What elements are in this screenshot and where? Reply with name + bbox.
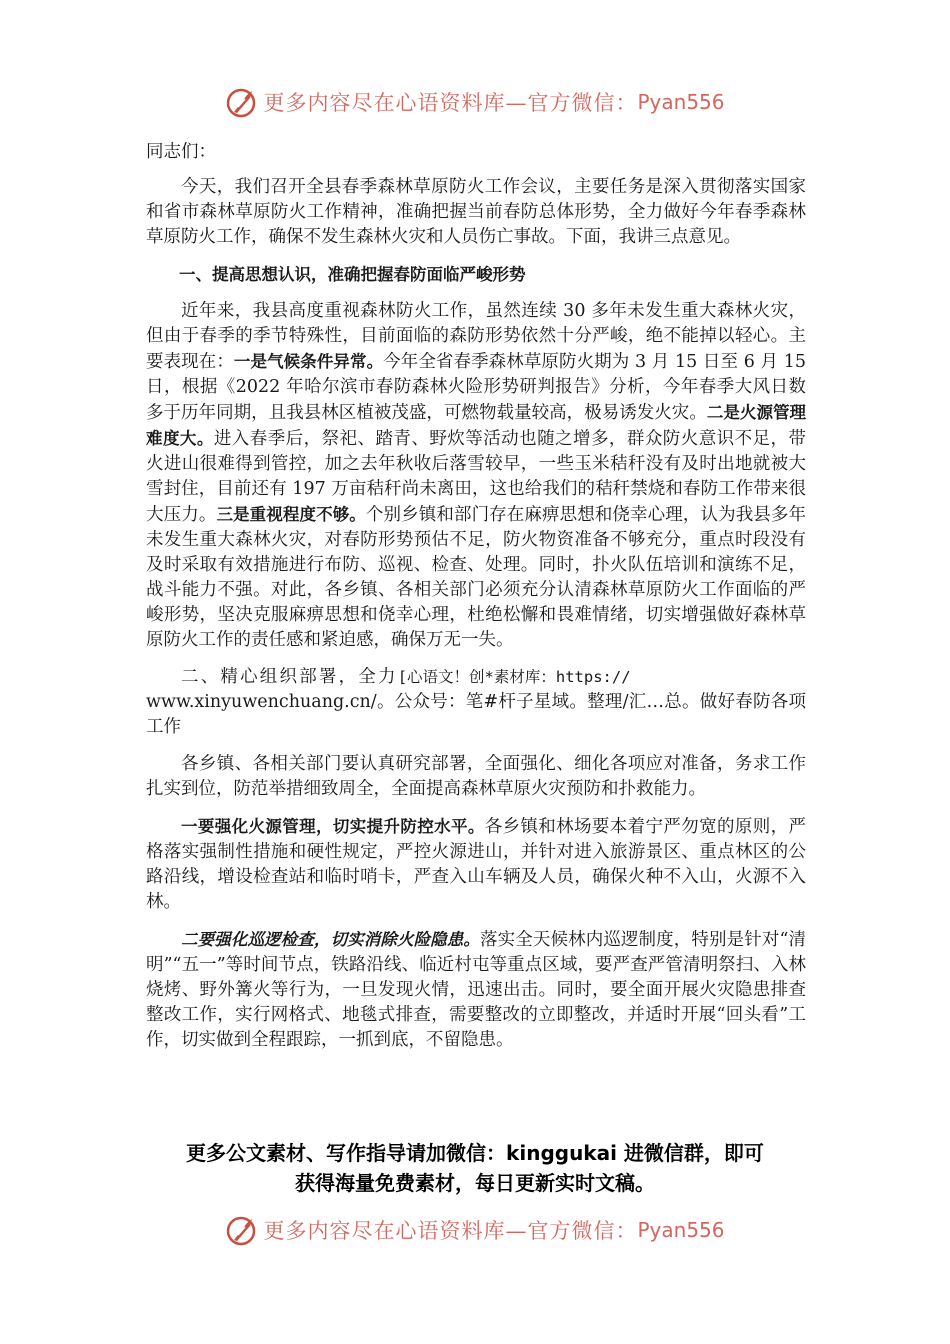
footer-brand-text: 更多内容尽在心语资料库—官方微信： xyxy=(263,1219,638,1243)
s1-text-1: 近年来，我县高度重视森林防火工作，虽然连续 30 多年未发生重大森林火灾，但由于春季的季节特殊性，目前面临的森防形势依然十分严峻，绝不能掉以轻心。主要表现在： xyxy=(146,301,806,372)
point1-heading: 一要强化火源管理，切实提升防控水平。 xyxy=(181,817,485,836)
s1-point-2: 二是火源管理难度大。 xyxy=(146,403,807,448)
section2-heading-c: www.xinyuwenchuang.cn/。公众号：笔#杆子星域。整理/汇…总。做好春防各项工作 xyxy=(146,692,806,737)
section2-heading-a: 二、精心组织部署，全力 xyxy=(181,667,398,687)
s1-text-4: 个别乡镇和部门存在麻痹思想和侥幸心理，认为我县多年未发生重大森林火灾，对春防形势预估不足，防火物资准备不够充分，重点时段没有及时采取有效措施进行布防、巡视、检查、处理。同时，扑火队伍培训和演练不足，战斗能力不强。对此，各乡镇、各相关部门必须充分认清森林草原防火工作面临的严峻形势，坚决克服麻痹思想和侥幸心理，杜绝松懈和畏难情绪，切实增强做好森林草原防火工作的责任感和紧迫感，确保万无一失。 xyxy=(146,505,807,650)
point1-text: 各乡镇和林场要本着宁严勿宽的原则，严格落实强制性措施和硬性规定，严控火源进山，并针对进入旅游景区、重点林区的公路沿线，增设检查站和临时哨卡，严查入山车辆及人员，确保火种不入山，火源不入林。 xyxy=(146,817,807,912)
promo-line-2: 获得海量免费素材，每日更新实时文稿。 xyxy=(295,1171,655,1195)
pen-nib-logo-icon xyxy=(225,85,259,119)
intro-paragraph: 今天，我们召开全县春季森林草原防火工作会议，主要任务是深入贯彻落实国家和省市森林草原防火工作精神，准确把握当前春防总体形势，全力做好今年春季森林草原防火工作，确保不发生森林火灾和人员伤亡事故。下面，我讲三点意见。 xyxy=(146,177,806,247)
section2-intro: 各乡镇、各相关部门要认真研究部署，全面强化、细化各项应对准备，务求工作扎实到位，防范举措细致周全，全面提高森林草原火灾预防和扑救能力。 xyxy=(146,754,806,799)
greeting: 同志们： xyxy=(146,142,216,162)
point2-text: 落实全天候林内巡逻制度，特别是针对“清明”“五一”等时间节点，铁路沿线、临近村屯等重点区域，要严查严管清明祭扫、入林烧烤、野外篝火等行为，一旦发现火情，迅速出击。同时，要全面开展火灾隐患排查整改工作，实行网格式、地毯式排查，需要整改的立即整改，并适时开展“回头看”工作，切实做到全程跟踪，一抓到底，不留隐患。 xyxy=(146,930,806,1050)
promo-text xyxy=(100,1138,850,1198)
section2-heading-cont xyxy=(146,690,806,740)
promo-line-1: 更多公文素材、写作指导请加微信：kinggukai 进微信群，即可 xyxy=(186,1141,764,1165)
footer-wechat-id: Pyan556 xyxy=(637,1218,725,1242)
s1-point-3: 三是重视程度不够。 xyxy=(216,505,366,524)
pen-nib-logo-icon xyxy=(225,1213,259,1247)
section2-heading xyxy=(146,665,806,690)
point1-paragraph xyxy=(146,814,806,915)
s1-point-1: 一是气候条件异常。 xyxy=(233,352,384,371)
banner-brand-text: 更多内容尽在心语资料库—官方微信： xyxy=(263,91,638,115)
section2-heading-b: [心语文！创*素材库：https:// xyxy=(397,668,631,686)
section1-heading: 一、提高思想认识，准确把握春防面临严峻形势 xyxy=(179,265,526,284)
footer-banner xyxy=(0,1210,950,1250)
header-banner xyxy=(0,82,950,122)
point2-paragraph xyxy=(146,927,806,1053)
section1-paragraph xyxy=(146,299,806,653)
s1-text-3: 进入春季后，祭祀、踏青、野炊等活动也随之增多，群众防火意识不足，带火进山很难得到管控，加之去年秋收后落雪较早，一些玉米秸秆没有及时出地就被大雪封住，目前还有 197 万亩秸秆尚未离田，这也给我们的秸秆禁烧和春防工作带来很大压力。 xyxy=(146,429,807,525)
banner-wechat-id: Pyan556 xyxy=(637,90,725,114)
document-body xyxy=(146,140,806,1053)
point2-heading: 二要强化巡逻检查，切实消除火险隐患。 xyxy=(181,930,481,949)
s1-text-2: 今年全省春季森林草原防火期为 3 月 15 日至 6 月 15 日，根据《2022 年哈尔滨市春防森林火险形势研判报告》分析，今年春季大风日数多于历年同期，且我县林区植被茂盛，可燃物载量较高，极易诱发火灾。 xyxy=(146,352,806,423)
